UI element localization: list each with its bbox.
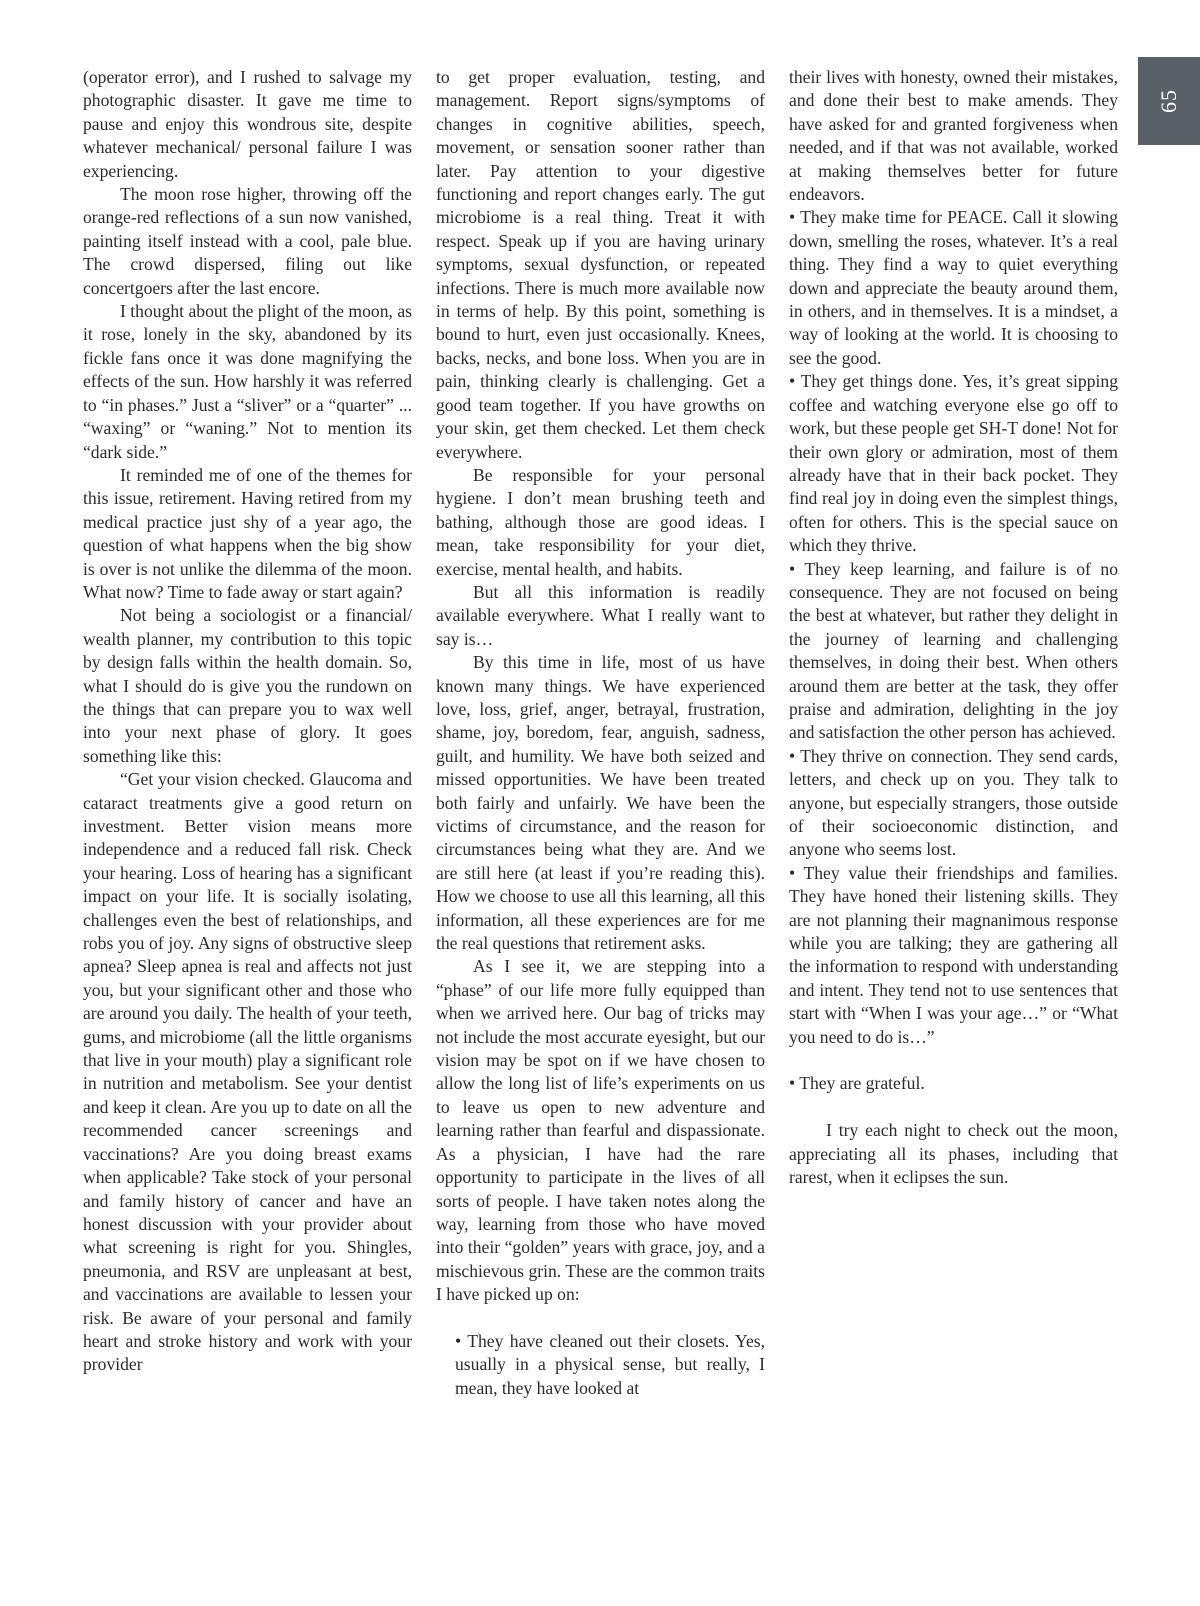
article-column-2: [436, 66, 765, 1400]
paragraph: their lives with honesty, owned their mistakes, and done their best to make amends. They have asked for and granted forgiveness when needed, and if that was not available, worked at making themselves better for future endeavors.: [789, 67, 1118, 205]
paragraph-spacer: [789, 1096, 1118, 1119]
bullet-item: • They are grateful.: [789, 1073, 925, 1094]
page-number-tab: [1138, 57, 1200, 145]
bullet-item: • They keep learning, and failure is of no consequence. They are not focused on being the best at whatever, but rather they delight in the journey of learning and challenging themselves, in doing their best. When others around them are better at the task, they offer praise and admiration, delighting in the joy and satisfaction the other person has achieved.: [789, 558, 1118, 743]
paragraph: As I see it, we are stepping into a “phase” of our life more fully equipped than when we arrived here. Our bag of tricks may not include the most accurate eyesight, but our vision may be spot on if we have chosen to allow the long list of life’s experiments on us to leave us open to new adventure and learning rather than fearful and dispassionate. As a physician, I have had the rare opportunity to participate in the lives of all sorts of people. I have taken notes along the way, learning from those who have moved into their “golden” years with grace, joy, and a mischievous grin. These are the common traits I have picked up on:: [436, 956, 765, 1305]
paragraph: (operator error), and I rushed to salvage my photographic disaster. It gave me time to pause and enjoy this wondrous site, despite whatever mechanical/ personal failure I was experiencing.: [83, 67, 412, 181]
paragraph: The moon rose higher, throwing off the orange-red reflections of a sun now vanished, painting itself instead with a cool, pale blue. The crowd dispersed, filing out like concertgoers after the last encore.: [83, 184, 412, 298]
paragraph: Not being a sociologist or a financial/ wealth planner, my contribution to this topic by design falls within the health domain. So, what I should do is give you the rundown on the things that can prepare you to wax well into your next phase of glory. It goes something like this:: [83, 605, 412, 766]
bullet-item: • They value their friendships and families. They have honed their listening skills. They are not planning their magnanimous response while you are talking; they are gathering all the information to respond with understanding and intent. They tend not to use sentences that start with “When I was your age…” or “What you need to do is…”: [789, 862, 1118, 1047]
page-number: 65: [1156, 89, 1181, 113]
bullet-item: • They get things done. Yes, it’s great sipping coffee and watching everyone else go off to work, but these people get SH-T done! Not for their own glory or admiration, most of them already have that in their back pocket. They find real joy in doing even the simplest things, often for others. This is the special sauce on which they thrive.: [789, 371, 1118, 556]
closing-paragraph: I try each night to check out the moon, appreciating all its phases, including that rarest, when it eclipses the sun.: [789, 1120, 1118, 1188]
paragraph: Be responsible for your personal hygiene. I don’t mean brushing teeth and bathing, although those are good ideas. I mean, take responsibility for your diet, exercise, mental health, and habits.: [436, 464, 765, 579]
paragraph: to get proper evaluation, testing, and management. Report signs/symptoms of changes in cognitive abilities, speech, movement, or sensation sooner rather than later. Pay attention to your digestive functioning and report changes early. The gut microbiome is a real thing. Treat it with respect. Speak up if you are having urinary symptoms, sexual dysfunction, or repeated infections. There is much more available now in terms of help. By this point, something is bound to hurt, even just occasionally. Knees, backs, necks, and bone loss. When you are in pain, thinking clearly is challenging. Get a good team together. If you have growths on your skin, get them checked. Let them check everywhere.: [436, 67, 765, 462]
paragraph: I thought about the plight of the moon, as it rose, lonely in the sky, abandoned by its fickle fans once it was done magnifying the effects of the sun. How harshly it was referred to “in phases.” Just a “sliver” or a “quarter” ... “waxing” or “waning.” Not to mention its “dark side.”: [83, 301, 412, 462]
bullet-item: • They make time for PEACE. Call it slowing down, smelling the roses, whatever. It’s a real thing. They find a way to quiet everything down and appreciate the beauty around them, in others, and in themselves. It is a mindset, a way of looking at the world. It is choosing to see the good.: [789, 207, 1118, 368]
paragraph: “Get your vision checked. Glaucoma and cataract treatments give a good return on investment. Better vision means more independence and a reduced fall risk. Check your hearing. Loss of hearing has a significant impact on your life. It is socially isolating, challenges even the best of relationships, and robs you of joy. Any signs of obstructive sleep apnea? Sleep apnea is real and affects not just you, but your significant other and those who are around you daily. The health of your teeth, gums, and microbiome (all the little organisms that live in your mouth) play a significant role in nutrition and metabolism. See your dentist and keep it clean. Are you up to date on all the recommended cancer screenings and vaccinations? Are you doing breast exams when applicable? Take stock of your personal and family history of cancer and have an honest discussion with your provider about what screening is right for you. Shingles, pneumonia, and RSV are unpleasant at best, and vaccinations are available to lessen your risk. Be aware of your personal and family heart and stroke history and work with your provider: [83, 769, 412, 1375]
article-column-1: [83, 66, 412, 1377]
bullet-item: • They thrive on connection. They send cards, letters, and check up on you. They talk to anyone, but especially strangers, those outside of their socioeconomic distinction, and anyone who seems lost.: [789, 745, 1118, 860]
paragraph: It reminded me of one of the themes for this issue, retirement. Having retired from my medical practice just shy of a year ago, the question of what happens when the big show is over is not unlike the dilemma of the moon. What now? Time to fade away or start again?: [83, 464, 412, 602]
article-column-3: [789, 66, 1118, 1189]
paragraph: By this time in life, most of us have known many things. We have experienced love, loss, grief, anger, betrayal, frustration, shame, joy, boredom, fear, anguish, sadness, guilt, and humility. We have both seized and missed opportunities. We have been treated both fairly and unfairly. We have been the victims of circumstance, and the reason for circumstances being what they are. And we are still here (at least if you’re reading this). How we choose to use all this learning, all this information, all these experiences are for me the real questions that retirement asks.: [436, 652, 765, 954]
bullet-item: • They have cleaned out their closets. Yes, usually in a physical sense, but really, I mean, they have looked at: [455, 1330, 765, 1398]
paragraph-spacer: [436, 1307, 765, 1330]
paragraph-spacer: [789, 1049, 1118, 1072]
paragraph: But all this information is readily available everywhere. What I really want to say is…: [436, 581, 765, 649]
